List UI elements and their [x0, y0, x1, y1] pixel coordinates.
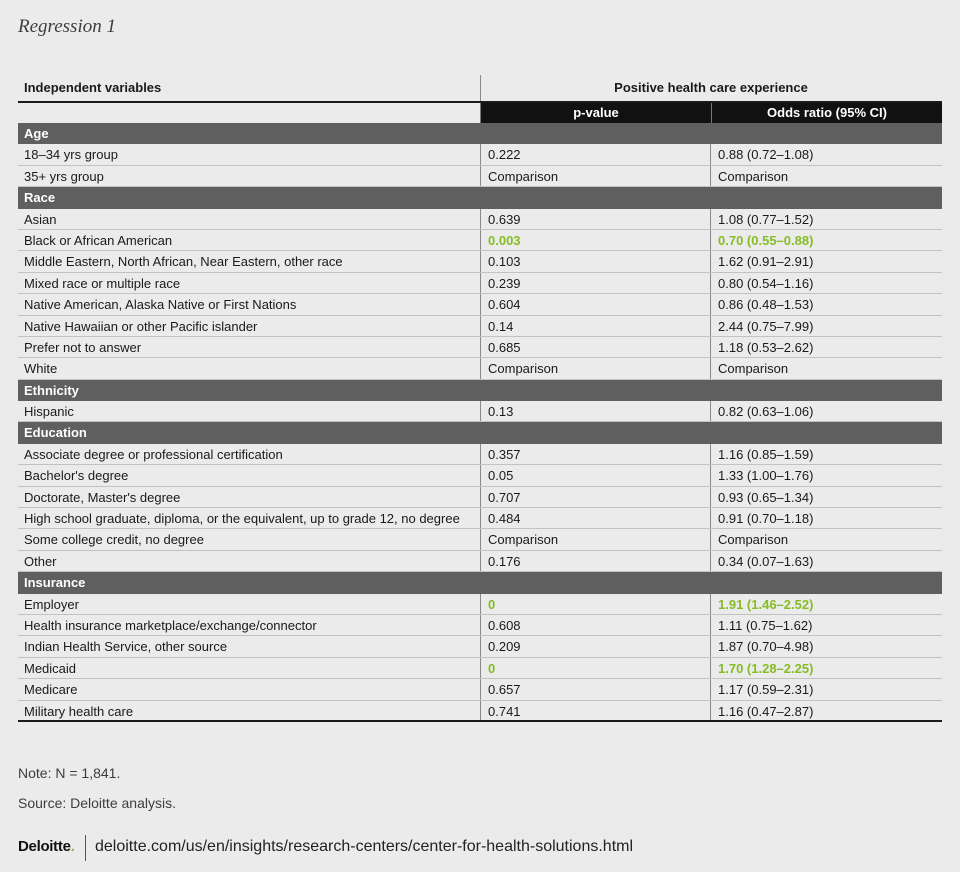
odds-ratio-cell: 1.33 (1.00–1.76) [710, 465, 942, 485]
table-body [18, 123, 942, 722]
odds-ratio-cell: 0.88 (0.72–1.08) [710, 144, 942, 164]
p-value-cell: 0.05 [480, 465, 710, 485]
variable-label: White [24, 361, 58, 377]
table-row [18, 465, 942, 486]
p-value-cell: 0.707 [480, 487, 710, 507]
variable-label: Employer [24, 596, 79, 612]
table-row [18, 401, 942, 422]
variable-label: 35+ yrs group [24, 168, 104, 184]
table-row [18, 273, 942, 294]
odds-ratio-cell: 1.18 (0.53–2.62) [710, 337, 942, 357]
odds-ratio-cell: 1.08 (0.77–1.52) [710, 209, 942, 229]
logo-dot: . [70, 838, 75, 855]
section-header-row [18, 187, 942, 208]
p-value-cell: 0.003 [480, 230, 710, 250]
p-value-cell: 0.176 [480, 551, 710, 571]
variable-label: High school graduate, diploma, or the equivalent, up to grade 12, no degree [24, 511, 460, 527]
section-label: Insurance [24, 575, 86, 591]
p-value-cell: Comparison [480, 166, 710, 186]
header-p-value: p-value [480, 103, 711, 123]
p-value-cell: 0.741 [480, 701, 710, 720]
table-row [18, 337, 942, 358]
variable-label: Health insurance marketplace/exchange/connector [24, 617, 317, 633]
table-row [18, 209, 942, 230]
p-value-cell: 0 [480, 658, 710, 678]
section-header-row [18, 572, 942, 593]
page-title: Regression 1 [18, 16, 116, 37]
variable-label: Black or African American [24, 232, 173, 248]
section-header-row [18, 422, 942, 443]
p-value-cell: 0.239 [480, 273, 710, 293]
odds-ratio-cell: 1.62 (0.91–2.91) [710, 251, 942, 271]
odds-ratio-cell: 0.70 (0.55–0.88) [710, 230, 942, 250]
variable-label: Indian Health Service, other source [24, 639, 228, 655]
odds-ratio-cell: 1.11 (0.75–1.62) [710, 615, 942, 635]
table-row [18, 144, 942, 165]
table-row [18, 487, 942, 508]
table-row [18, 551, 942, 572]
table-row [18, 358, 942, 379]
table-row [18, 444, 942, 465]
p-value-cell: 0.103 [480, 251, 710, 271]
variable-label: Prefer not to answer [24, 339, 142, 355]
odds-ratio-cell: 2.44 (0.75–7.99) [710, 316, 942, 336]
table-row [18, 529, 942, 550]
odds-ratio-cell: 0.82 (0.63–1.06) [710, 401, 942, 421]
variable-label: Bachelor's degree [24, 468, 129, 484]
deloitte-logo [18, 838, 74, 855]
table-row [18, 679, 942, 700]
odds-ratio-cell: 1.91 (1.46–2.52) [710, 594, 942, 614]
section-label: Ethnicity [24, 382, 79, 398]
section-header-row [18, 123, 942, 144]
variable-label: Doctorate, Master's degree [24, 489, 181, 505]
regression-table [18, 75, 942, 722]
p-value-cell: 0.608 [480, 615, 710, 635]
variable-label: Hispanic [24, 404, 74, 420]
odds-ratio-cell: 1.16 (0.85–1.59) [710, 444, 942, 464]
section-label: Race [24, 190, 56, 206]
table-row [18, 316, 942, 337]
p-value-cell: 0.13 [480, 401, 710, 421]
odds-ratio-cell: 0.93 (0.65–1.34) [710, 487, 942, 507]
table-header-top [18, 75, 942, 101]
table-row [18, 294, 942, 315]
p-value-cell: 0 [480, 594, 710, 614]
odds-ratio-cell: 0.80 (0.54–1.16) [710, 273, 942, 293]
p-value-cell: 0.209 [480, 636, 710, 656]
section-header-row [18, 380, 942, 401]
odds-ratio-cell: 0.86 (0.48–1.53) [710, 294, 942, 314]
p-value-cell: Comparison [480, 529, 710, 549]
table-row [18, 615, 942, 636]
header-blank [18, 103, 480, 123]
variable-label: Medicare [24, 682, 78, 698]
source-text: Source: Deloitte analysis. [18, 795, 176, 811]
variable-label: Mixed race or multiple race [24, 275, 181, 291]
table-row [18, 658, 942, 679]
variable-label: 18–34 yrs group [24, 147, 118, 163]
odds-ratio-cell: Comparison [710, 529, 942, 549]
table-header-sub [18, 101, 942, 123]
variable-label: Associate degree or professional certification [24, 446, 283, 462]
variable-label: Native Hawaiian or other Pacific islander [24, 318, 258, 334]
odds-ratio-cell: 0.34 (0.07–1.63) [710, 551, 942, 571]
odds-ratio-cell: 1.17 (0.59–2.31) [710, 679, 942, 699]
variable-label: Asian [24, 211, 57, 227]
note-text: Note: N = 1,841. [18, 765, 121, 781]
table-row [18, 594, 942, 615]
variable-label: Native American, Alaska Native or First Nations [24, 297, 297, 313]
odds-ratio-cell: 1.87 (0.70–4.98) [710, 636, 942, 656]
table-row [18, 251, 942, 272]
odds-ratio-cell: 1.70 (1.28–2.25) [710, 658, 942, 678]
logo-text: Deloitte [18, 838, 71, 855]
p-value-cell: 0.685 [480, 337, 710, 357]
table-row [18, 508, 942, 529]
p-value-cell: 0.639 [480, 209, 710, 229]
p-value-cell: 0.222 [480, 144, 710, 164]
odds-ratio-cell: 0.91 (0.70–1.18) [710, 508, 942, 528]
header-positive-health-care-experience: Positive health care experience [614, 80, 808, 95]
variable-label: Military health care [24, 703, 134, 719]
footer-url-link[interactable]: deloitte.com/us/en/insights/research-centers/center-for-health-solutions.html [95, 838, 634, 855]
table-row [18, 701, 942, 722]
footer-divider [85, 835, 86, 861]
variable-label: Middle Eastern, North African, Near Eastern, other race [24, 254, 343, 270]
table-row [18, 230, 942, 251]
p-value-cell: 0.484 [480, 508, 710, 528]
p-value-cell: Comparison [480, 358, 710, 378]
odds-ratio-cell: Comparison [710, 166, 942, 186]
p-value-cell: 0.14 [480, 316, 710, 336]
section-label: Education [24, 425, 87, 441]
header-independent-variables: Independent variables [24, 80, 162, 95]
section-label: Age [24, 126, 49, 141]
header-odds-ratio: Odds ratio (95% CI) [711, 103, 942, 123]
odds-ratio-cell: 1.16 (0.47–2.87) [710, 701, 942, 720]
p-value-cell: 0.604 [480, 294, 710, 314]
odds-ratio-cell: Comparison [710, 358, 942, 378]
variable-label: Medicaid [24, 660, 77, 676]
variable-label: Other [24, 553, 57, 569]
table-row [18, 166, 942, 187]
table-row [18, 636, 942, 657]
variable-label: Some college credit, no degree [24, 532, 204, 548]
p-value-cell: 0.657 [480, 679, 710, 699]
p-value-cell: 0.357 [480, 444, 710, 464]
